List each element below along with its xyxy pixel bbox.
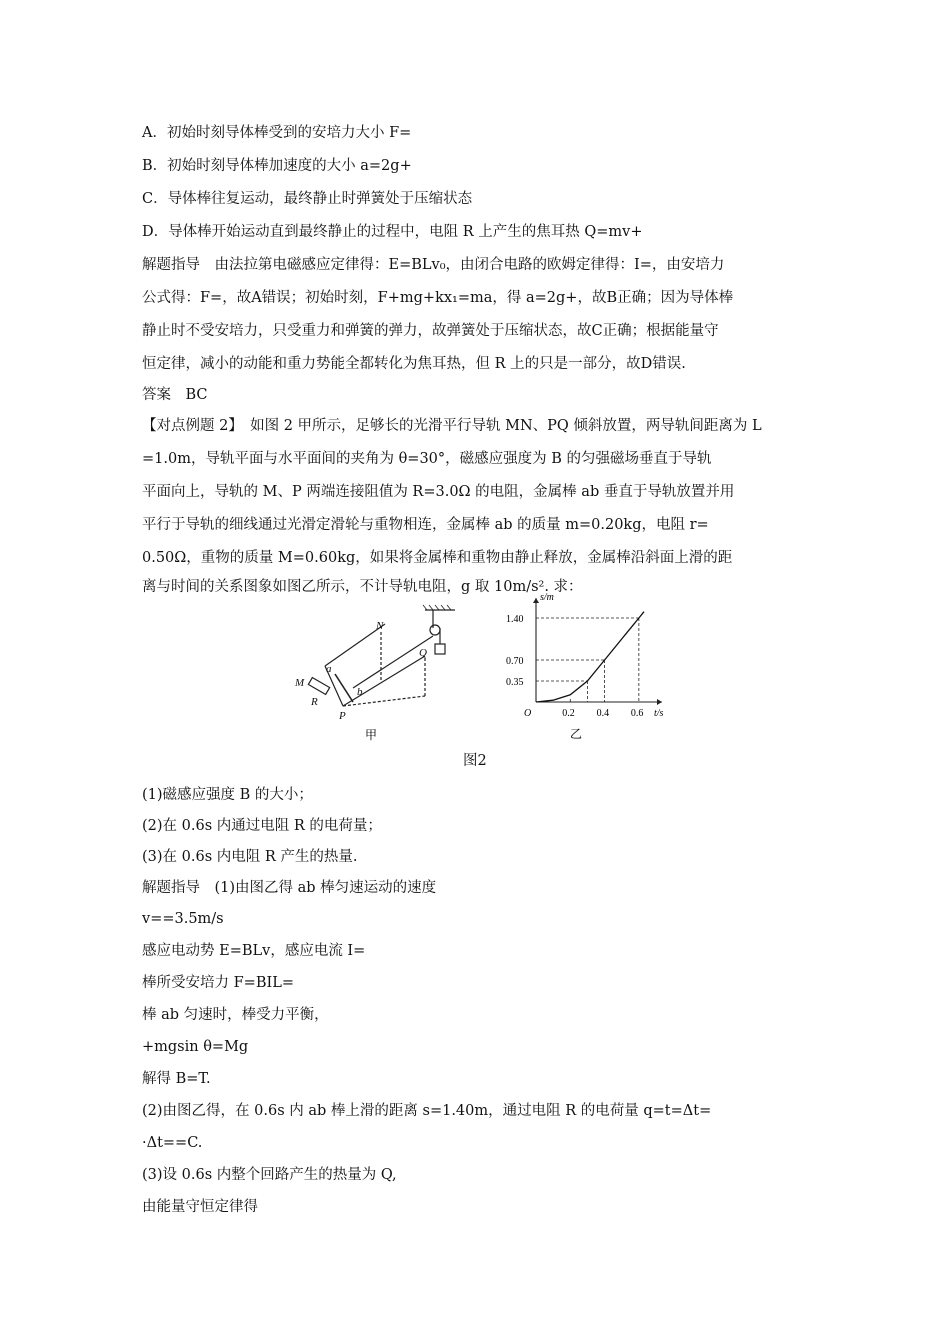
x-tick-label: 0.6: [630, 708, 644, 719]
chart-yi: [492, 592, 667, 746]
x-tick-label: 0.4: [596, 708, 610, 719]
step-8: (2)由图乙得，在 0.6s 内 ab 棒上滑的距离 s=1.40m，通过电阻 R 的电荷量 q=t=Δt=: [142, 1103, 712, 1119]
label-r: R: [311, 696, 318, 708]
label-p: P: [339, 710, 346, 722]
option-a: A．初始时刻导体棒受到的安培力大小 F=: [142, 125, 412, 141]
figure-jia: [285, 602, 465, 747]
y-axis-arrow: [533, 598, 539, 603]
x-axis-label: t/s: [654, 708, 664, 719]
step-9: ·Δt==C.: [142, 1135, 203, 1151]
step-5: 棒 ab 匀速时，棒受力平衡，: [142, 1007, 329, 1023]
step-4: 棒所受安培力 F=BIL=: [142, 975, 294, 991]
label-a: a: [326, 663, 332, 675]
step-11: 由能量守恒定律得: [142, 1199, 258, 1215]
option-d: D．导体棒开始运动直到最终静止的过程中，电阻 R 上产生的焦耳热 Q=mv+: [142, 224, 643, 240]
y-axis-label: s/m: [540, 592, 554, 603]
pulley: [430, 625, 440, 635]
origin-label: O: [524, 708, 532, 719]
caption-jia: 甲: [365, 728, 378, 742]
caption-yi: 乙: [570, 727, 583, 741]
example-line-1: 【对点例题 2】 如图 2 甲所示，足够长的光滑平行导轨 MN、PQ 倾斜放置，两导轨间距离为 L: [142, 418, 762, 434]
option-c: C．导体棒往复运动，最终静止时弹簧处于压缩状态: [142, 191, 473, 207]
example-line-5: 0.50Ω，重物的质量 M=0.60kg，如果将金属棒和重物由静止释放，金属棒沿斜面上滑的距: [142, 550, 733, 566]
example-line-3: 平面向上，导轨的 M、P 两端连接阻值为 R=3.0Ω 的电阻，金属棒 ab 垂直于导轨放置并用: [142, 484, 735, 500]
y-tick-label: 0.35: [506, 677, 524, 688]
solution-line-1: 解题指导 由法拉第电磁感应定律得：E=BLv₀，由闭合电路的欧姆定律得：I=，由安培力: [142, 257, 725, 273]
label-q: Q: [419, 647, 427, 659]
x-axis-arrow: [657, 699, 662, 705]
example-line-2: =1.0m，导轨平面与水平面间的夹角为 θ=30°，磁感应强度为 B 的匀强磁场垂直于导轨: [142, 451, 712, 467]
weight-block: [435, 644, 445, 654]
label-n: N: [376, 620, 384, 632]
string: [353, 636, 433, 688]
answer: 答案 BC: [142, 387, 208, 403]
example-line-4: 平行于导轨的细线通过光滑定滑轮与重物相连，金属棒 ab 的质量 m=0.20kg，电阻 r=: [142, 517, 709, 533]
resistor: [308, 678, 329, 695]
step-3: 感应电动势 E=BLv，感应电流 I=: [142, 943, 366, 959]
figure-caption: 图2: [463, 753, 487, 769]
question-1: (1)磁感应强度 B 的大小；: [142, 787, 313, 803]
step-2: v==3.5m/s: [142, 911, 224, 927]
label-m: M: [295, 677, 305, 689]
example-line-6: 离与时间的关系图象如图乙所示，不计导轨电阻，g 取 10m/s². 求：: [142, 579, 583, 595]
solution-line-3: 静止时不受安培力，只受重力和弹簧的弹力，故弹簧处于压缩状态，故C正确；根据能量守: [142, 323, 719, 339]
series-line: [536, 612, 644, 702]
x-tick-label: 0.2: [562, 708, 575, 719]
question-3: (3)在 0.6s 内电阻 R 产生的热量.: [142, 849, 358, 865]
question-2: (2)在 0.6s 内通过电阻 R 的电荷量；: [142, 818, 382, 834]
rod-ab: [335, 674, 353, 702]
y-tick-label: 1.40: [506, 614, 524, 625]
rail-pq: [343, 656, 425, 706]
option-b: B．初始时刻导体棒加速度的大小 a=2g+: [142, 158, 412, 174]
step-1: 解题指导 (1)由图乙得 ab 棒匀速运动的速度: [142, 880, 437, 896]
step-6: +mgsin θ=Mg: [142, 1039, 249, 1055]
label-b: b: [357, 686, 363, 698]
solution-line-2: 公式得：F=，故A错误；初始时刻，F+mg+kx₁=ma，得 a=2g+，故B正确；因为导体棒: [142, 290, 734, 306]
solution-line-4: 恒定律，减小的动能和重力势能全都转化为焦耳热，但 R 上的只是一部分，故D错误.: [142, 356, 686, 372]
y-tick-label: 0.70: [506, 656, 524, 667]
step-7: 解得 B=T.: [142, 1071, 211, 1087]
step-10: (3)设 0.6s 内整个回路产生的热量为 Q,: [142, 1167, 397, 1183]
